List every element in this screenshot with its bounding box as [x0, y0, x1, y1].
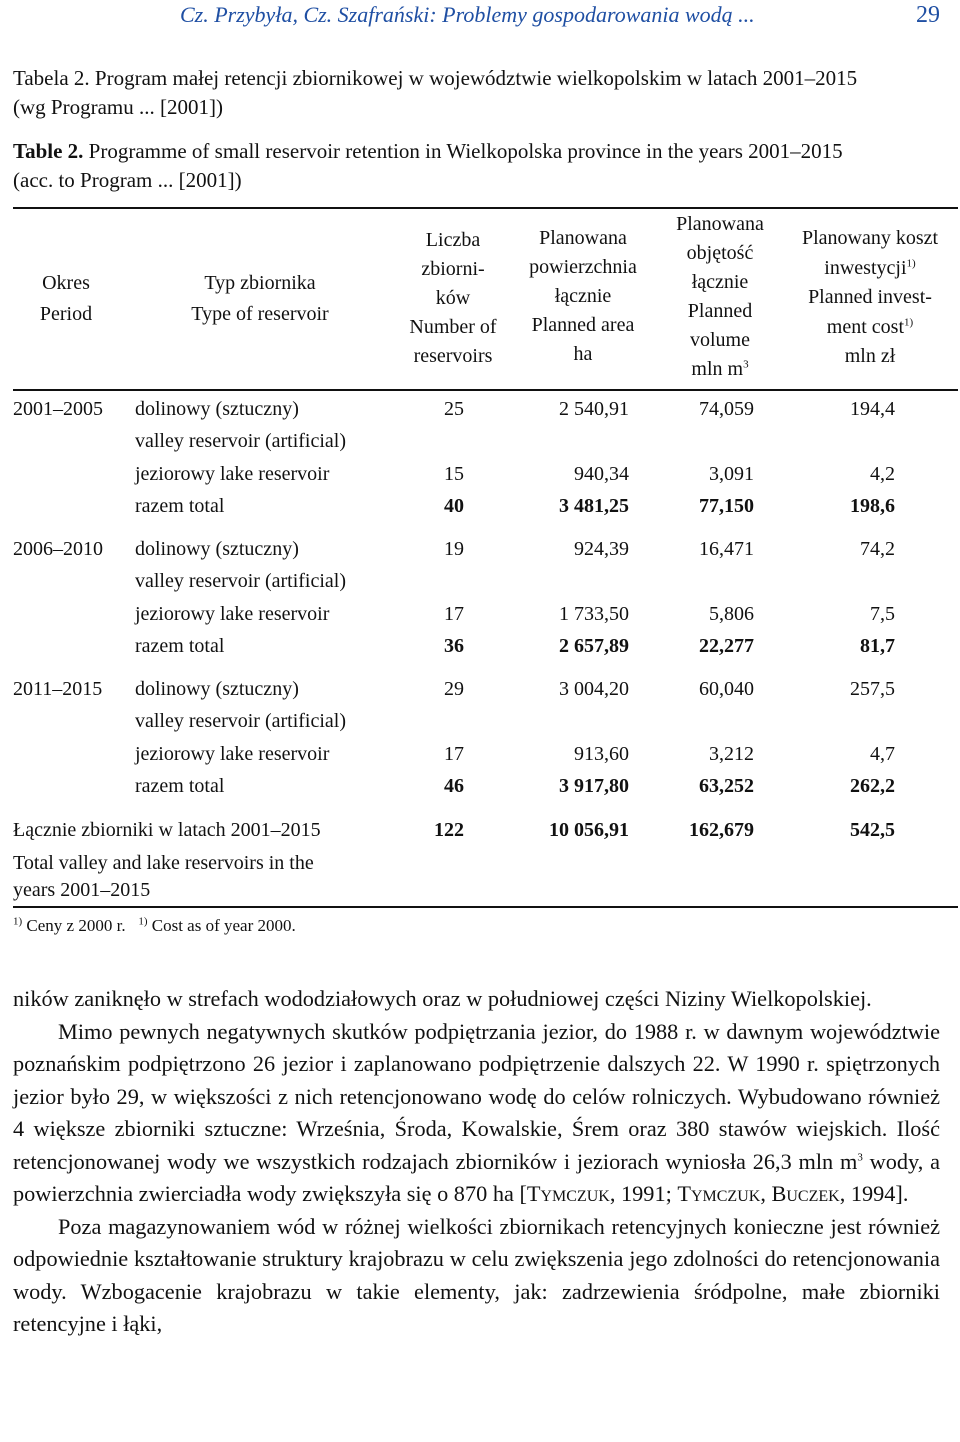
table-top-rule: [13, 207, 958, 209]
header-area: Planowana powierzchnia łącznie Planned area ha: [529, 227, 637, 365]
caption-en-label: Table 2.: [13, 139, 84, 163]
type-lake: jeziorowy lake reservoir: [135, 603, 330, 625]
grand-total-label-pl: Łącznie zbiorniki w latach 2001–2015: [13, 819, 321, 841]
caption-pl-text1: Program małej retencji zbiornikowej w województwie wielkopolskim w latach 2001–2015: [94, 66, 858, 90]
valley-area-cell: 2 540,91: [559, 398, 629, 420]
total-volume-cell: 77,150: [699, 495, 754, 517]
total-count-cell: 36: [444, 635, 464, 657]
period-cell: 2011–2015: [13, 678, 103, 700]
total-cost-cell: 262,2: [850, 775, 895, 797]
type-total: razem total: [135, 635, 225, 657]
lake-volume-cell: 5,806: [709, 603, 754, 625]
caption-pl-label: Tabela 2.: [13, 66, 90, 90]
valley-count-cell: 29: [444, 678, 464, 700]
header-volume-unit: mln $m^3$: [691, 358, 749, 380]
type-lake: jeziorowy lake reservoir: [135, 463, 330, 485]
valley-count-cell: 19: [444, 538, 464, 560]
valley-volume-cell: 16,471: [699, 538, 754, 560]
valley-count-cell: 25: [444, 398, 464, 420]
running-header: [180, 2, 940, 30]
caption-en-text1: Programme of small reservoir retention in Wielkopolska province in the years 2001–2015: [88, 139, 843, 163]
paragraph-1: ników zaniknęło w strefach wododziałowych oraz w południowej części Niziny Wielkopolskiej.: [13, 986, 872, 1011]
footnote: $^{1)}$ Ceny z 2000 r. $^{1)}$ Cost as of year 2000.: [13, 915, 296, 935]
citation-author-3: Buczek: [771, 1181, 840, 1206]
period-cell: 2006–2010: [13, 538, 103, 560]
caption-pl-line1: [13, 66, 857, 91]
header-period: Okres Period: [39, 272, 93, 325]
type-total: razem total: [135, 775, 225, 797]
lake-volume-cell: 3,212: [709, 743, 754, 765]
grand-total-area: 10 056,91: [549, 819, 629, 841]
total-volume-cell: 22,277: [699, 635, 754, 657]
running-header-title: Cz. Przybyła, Cz. Szafrański: Problemy gospodarowania wodą ...: [180, 2, 755, 27]
citation-author-1: Tymczuk: [526, 1181, 610, 1206]
lake-area-cell: 913,60: [574, 743, 629, 765]
lake-area-cell: 1 733,50: [559, 603, 629, 625]
period-cell: 2001–2005: [13, 398, 103, 420]
type-valley-pl: dolinowy (sztuczny): [135, 538, 299, 560]
valley-volume-cell: 60,040: [699, 678, 754, 700]
type-valley-en: valley reservoir (artificial): [135, 710, 346, 732]
valley-volume-cell: 74,059: [699, 398, 754, 420]
valley-cost-cell: 257,5: [850, 678, 895, 700]
caption-en-line1: [13, 139, 843, 164]
caption-en-line2: (acc. to Program ... [2001]): [13, 168, 242, 192]
lake-cost-cell: 4,7: [870, 743, 895, 765]
type-valley-pl: dolinowy (sztuczny): [135, 678, 299, 700]
lake-count-cell: 17: [444, 743, 464, 765]
grand-total-volume: 162,679: [689, 819, 754, 841]
total-area-cell: 2 657,89: [559, 635, 629, 657]
citation-author-2: Tymczuk: [677, 1181, 761, 1206]
grand-total-count: 122: [434, 819, 464, 841]
page-number: 29: [916, 2, 940, 28]
lake-cost-cell: 7,5: [870, 603, 895, 625]
lake-area-cell: 940,34: [574, 463, 629, 485]
lake-volume-cell: 3,091: [709, 463, 754, 485]
paragraph-3: Poza magazynowaniem wód w różnej wielkości zbiornikach retencyjnych konieczne jest również odpowiednie kształtowanie struktury krajobrazu w celu zwiększenia jego zdolności do retencjonowania wody. Wzbogacenie krajobrazu w takie elementy, jak: zadrzewienia śródpolne, małe zbiorniki retencyjne i łąki,: [13, 1213, 940, 1336]
lake-cost-cell: 4,2: [870, 463, 895, 485]
header-cost: Planowany koszt inwestycji$^{1)}$ Planned invest- ment cost$^{1)}$ mln zł: [801, 227, 939, 367]
header-volume: Planowana objętość łącznie Planned volume mln $m^3$: [655, 210, 785, 384]
lake-count-cell: 15: [444, 463, 464, 485]
total-count-cell: 40: [444, 495, 464, 517]
grand-total-label-en2: years 2001–2015: [13, 879, 151, 901]
type-total: razem total: [135, 495, 225, 517]
type-valley-en: valley reservoir (artificial): [135, 570, 346, 592]
caption-pl-line2: (wg Programu ... [2001]): [13, 95, 223, 119]
grand-total-label-en1: Total valley and lake reservoirs in the: [13, 852, 314, 874]
grand-total-cost: 542,5: [850, 819, 895, 841]
valley-area-cell: 924,39: [574, 538, 629, 560]
valley-area-cell: 3 004,20: [559, 678, 629, 700]
total-count-cell: 46: [444, 775, 464, 797]
body-text: [13, 983, 940, 1341]
lake-count-cell: 17: [444, 603, 464, 625]
table-bottom-rule: [13, 906, 958, 908]
table-header-rule: [13, 389, 958, 391]
paragraph-2: Mimo pewnych negatywnych skutków podpiętrzania jezior, do 1988 r. w dawnym województwie poznańskim podpiętrzono 26 jezior i zaplanowano podpiętrzenie dalszych 22. W 1990 r. spiętrzonych jezior było 29, w większości z nich retencjonowano wodę do celów rolniczych. Wybudowano również 4 większe zbiorniki sztuczne: Września, Środa, Kowalskie, Śrem oraz 380 stawów wiejskich. Ilość retencjonowanej wody we wszystkich rodzajach zbiorników i jeziorach wyniosła 26,3 mln $m^3$ wody, a powierzchnia zwierciadła wody zwiększyła się o 870 ha [Tymczuk, 1991; Tymczuk, Buczek, 1994].: [13, 1018, 940, 1206]
type-valley-pl: dolinowy (sztuczny): [135, 398, 299, 420]
total-volume-cell: 63,252: [699, 775, 754, 797]
header-count: Liczba zbiorni- ków Number of reservoirs: [409, 229, 497, 367]
total-area-cell: 3 481,25: [559, 495, 629, 517]
type-lake: jeziorowy lake reservoir: [135, 743, 330, 765]
total-cost-cell: 198,6: [850, 495, 895, 517]
header-type: Typ zbiornika Type of reservoir: [191, 272, 329, 325]
total-area-cell: 3 917,80: [559, 775, 629, 797]
type-valley-en: valley reservoir (artificial): [135, 430, 346, 452]
valley-cost-cell: 74,2: [860, 538, 895, 560]
valley-cost-cell: 194,4: [850, 398, 895, 420]
total-cost-cell: 81,7: [860, 635, 895, 657]
